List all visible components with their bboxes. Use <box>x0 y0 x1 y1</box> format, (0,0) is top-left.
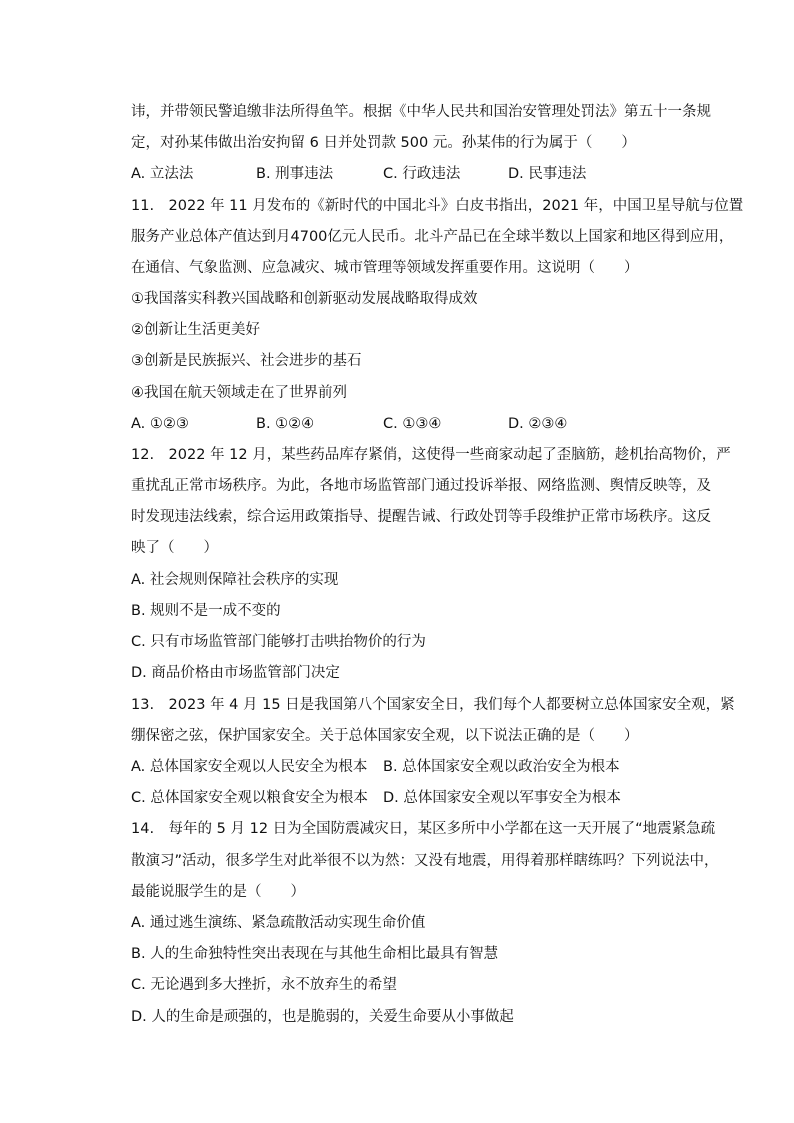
q10-option-d: D. 民事违法 <box>508 166 587 182</box>
q14-option-c: C. 无论遇到多大挫折，永不放弃生的希望 <box>131 977 397 993</box>
q11-option-d: D. ②③④ <box>508 416 568 432</box>
q14-option-a: A. 通过逃生演练、紧急疏散活动实现生命价值 <box>131 915 426 931</box>
q12-option-a: A. 社会规则保障社会秩序的实现 <box>131 572 339 588</box>
q11-statement-2: ②创新让生活更美好 <box>131 322 260 338</box>
q10-option-b: B. 刑事违法 <box>256 166 334 182</box>
q10-option-a: A. 立法法 <box>131 166 194 182</box>
q11-statement-4: ④我国在航天领域走在了世界前列 <box>131 385 347 401</box>
q11-statement-3: ③创新是民族振兴、社会进步的基石 <box>131 353 362 369</box>
q11-option-c: C. ①③④ <box>383 416 442 432</box>
q13-option-a: A. 总体国家安全观以人民安全为根本 <box>131 759 368 775</box>
q13-option-b: B. 总体国家安全观以政治安全为根本 <box>383 759 620 775</box>
q11-stem-line: 在通信、气象监测、应急减灾、城市管理等领域发挥重要作用。这说明（ ） <box>131 260 639 276</box>
q13-stem-line: 13. 2023 年 4 月 15 日是我国第八个国家安全日，我们每个人都要树立总体国家安全观，紧 <box>131 697 735 713</box>
q14-stem-line: 14. 每年的 5 月 12 日为全国防震减灾日，某区多所中小学都在这一天开展了“地震紧急疏 <box>131 821 716 837</box>
q11-option-b: B. ①②④ <box>256 416 315 432</box>
q14-option-d: D. 人的生命是顽强的，也是脆弱的，关爱生命要从小事做起 <box>131 1009 514 1025</box>
q10-text-line: 定，对孙某伟做出治安拘留 6 日并处罚款 500 元。孙某伟的行为属于（ ） <box>131 135 636 151</box>
q14-stem-line: 散演习”活动，很多学生对此举很不以为然：又没有地震，用得着那样瞎练吗？下列说法中， <box>131 853 719 869</box>
q10-text-line: 讳，并带领民警追缴非法所得鱼竿。根据《中华人民共和国治安管理处罚法》第五十一条规 <box>131 104 711 120</box>
q13-option-d: D. 总体国家安全观以军事安全为根本 <box>383 790 621 806</box>
q14-option-b: B. 人的生命独特性突出表现在与其他生命相比最具有智慧 <box>131 946 499 962</box>
q12-option-c: C. 只有市场监管部门能够打击哄抬物价的行为 <box>131 634 426 650</box>
q12-stem-line: 映了（ ） <box>131 540 218 556</box>
q11-stem-line: 服务产业总体产值达到月4700亿元人民币。北斗产品已在全球半数以上国家和地区得到应用， <box>131 229 734 245</box>
q10-option-c: C. 行政违法 <box>383 166 461 182</box>
q12-stem-line: 重扰乱正常市场秩序。为此，各地市场监管部门通过投诉举报、网络监测、舆情反映等，及 <box>131 478 711 494</box>
q14-stem-line: 最能说服学生的是（ ） <box>131 884 305 900</box>
q12-stem-line: 时发现违法线索，综合运用政策指导、提醒告诫、行政处罚等手段维护正常市场秩序。这反 <box>131 509 711 525</box>
q12-option-b: B. 规则不是一成不变的 <box>131 603 281 619</box>
q11-statement-1: ①我国落实科教兴国战略和创新驱动发展战略取得成效 <box>131 291 478 307</box>
q13-option-c: C. 总体国家安全观以粮食安全为根本 <box>131 790 368 806</box>
q11-stem-line: 11. 2022 年 11 月发布的《新时代的中国北斗》白皮书指出，2021 年，中国卫星导航与位置 <box>131 198 744 214</box>
q12-stem-line: 12. 2022 年 12 月，某些药品库存紧俏，这使得一些商家动起了歪脑筋，趁机抬高物价，严 <box>131 447 731 463</box>
q11-option-a: A. ①②③ <box>131 416 189 432</box>
q12-option-d: D. 商品价格由市场监管部门决定 <box>131 665 340 681</box>
q13-stem-line: 绷保密之弦，保护国家安全。关于总体国家安全观，以下说法正确的是（ ） <box>131 728 639 744</box>
